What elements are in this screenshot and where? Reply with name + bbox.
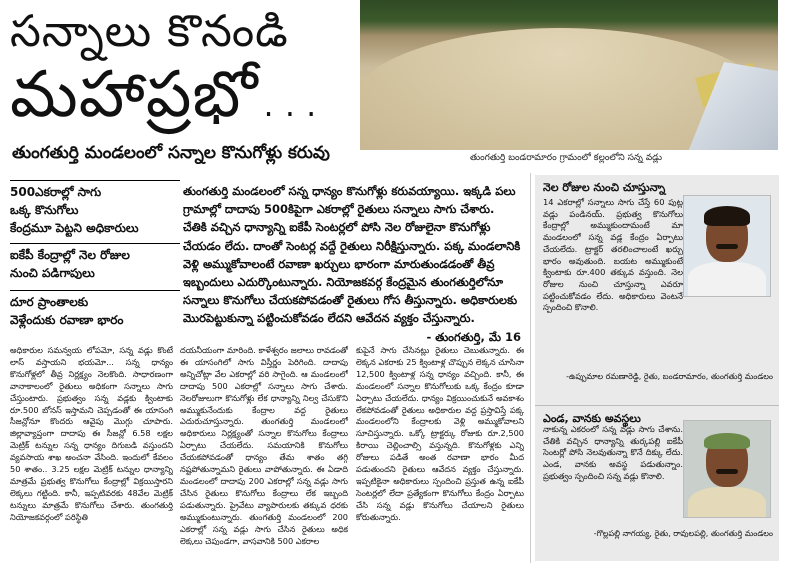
highlight-box-3 — [10, 290, 180, 329]
sidebar-quote-1 — [535, 175, 779, 405]
highlight-box-2 — [10, 243, 180, 282]
body-column-3: కుపైనే సాగు చేసినట్లు రైతులు చెబుతున్నారు. ఈ లెక్కన ఎకరాకు 25 క్వింటాళ్ల చొప్పున లెక్కన చూసినా 12,500 క్వింటాళ్ల సన్న ధాన్యం వచ్చింది. కానీ, ఈ మండలంలో సన్నాల కొనుగోలుకు ఒక్క కేంద్రం కూడా ఏర్పాటు చేయలేదు. ధాన్యం విక్రయించుకునే అవకాశం లేకపోవడంతో రైతులు అధికారుల వద్ద ప్రస్తావిస్తే పక్క మండలంలోని కేంద్రాలకు వెళ్లి అమ్ముకోవాలని సూచిస్తున్నారు. ఒక్కో ట్రాక్టర్కు రోజుకు రూ.2,500 కిరాయి చెల్లించాల్సి వస్తున్నది. కొనుగోళ్లకు ఎన్ని రోజులు పడితే అంత రవాణా భారం మీద పడుతుందని రైతులు ఆవేదన వ్యక్తం చేస్తున్నారు. ఇప్పటికైనా అధికారులు స్పందించి ప్రస్తుత ఉన్న ఐకేపీ సెంటర్లలో లేదా ప్రత్యేకంగా కొనుగోలు కేంద్రం ఏర్పాటు చేసి సన్న వడ్లు కొనుగోలు చేయాలని రైతులు కోరుతున్నారు. — [356, 345, 524, 522]
highlight-line: ఐకేపీ కేంద్రాల్లో నెల రోజుల — [10, 248, 130, 262]
portrait-moustache — [716, 244, 738, 249]
sidebar-quote-2 — [535, 405, 779, 561]
portrait-moustache — [716, 469, 738, 474]
highlight-line: నుంచి పడిగాపులు — [10, 266, 95, 280]
headline — [10, 6, 355, 130]
farmer-portrait-2 — [683, 420, 771, 518]
lead-line: తుంగతుర్తి మండలంలో సన్న ధాన్యం కొనుగోళ్లు కరువయ్యాయి. ఇక్కడి పలు — [183, 184, 516, 198]
sidebar-quote-text: 14 ఎకరాల్లో సన్నాలు సాగు చేస్తే 60 పుట్ల వడ్లు పండినయ్. ప్రభుత్వ కొనుగోలు కేంద్రాల్లో అమ్ముకుందామంటే మా మండలంలో సన్న వడ్ల కేంద్రం ఏర్పాటు చేయలేదు. ట్రాక్టర్ తరలించాలంటే ఖర్చు భారం అవుతుంది. బయట అమ్ముకుంటే క్వింటాకు రూ.400 తక్కువ వస్తుంది. నెల రోజుల నుంచి చూస్తున్నా ఎవరూ పట్టించుకోవడం లేదు. అధికారులు వెంటనే స్పందించి కొనాలి. — [543, 197, 683, 313]
lead-line: వెళ్లి అమ్ముకోవాలంటే రవాణా ఖర్చులు భారంగా మారుతుండడంతో తీవ్ర — [183, 256, 495, 271]
headline-line-2: మహాప్రభో... — [10, 58, 323, 132]
portrait-shirt — [688, 262, 766, 297]
sidebar-quote-signature: -గొల్లపల్లి నాగయ్య, రైతు, రావులపల్లి, తుంగతుర్తి మండలం — [593, 529, 773, 538]
highlight-line: కేంద్రమూ పెట్టని అధికారులు — [10, 221, 139, 235]
lead-line: సన్నాలు కొనుగోలు చేయకపోవడంతో రైతులు గోస తీస్తున్నారు. అధికారులకు — [183, 293, 518, 308]
dateline: - తుంగతుర్తి, మే 16 — [426, 329, 521, 344]
subheadline: తుంగతుర్తి మండలంలో సన్నాల కొనుగోళ్లు కరువు — [12, 143, 330, 163]
headline-line-1: సన్నాలు కొనండి — [10, 6, 289, 57]
highlight-line: దూర ప్రాంతాలకు — [10, 295, 89, 309]
portrait-hair — [704, 206, 750, 226]
lead-line: గ్రామాల్లో దాదాపు 500కిపైగా ఎకరాల్లో రైతులు సన్నాలు సాగు చేశారు. — [183, 202, 495, 217]
portrait-headscarf — [704, 433, 750, 449]
lead-paragraph — [183, 182, 521, 346]
sidebar-quote-title: నెల రోజుల నుంచి చూస్తున్నా — [543, 181, 666, 194]
paddy-heap-photo — [360, 0, 778, 150]
sidebar-quote-text: నాకున్న ఎకరంలో సన్న వడ్లు సాగు చేశాను. చేతికి వచ్చిన ధాన్యాన్ని తుర్కపల్లి ఐకేపీ సెంటర్లో పోసి నెలవుతున్నా కొనే దిక్కు లేదు. ఎండ, వానకు అవస్థ పడుతున్నాం. ప్రభుత్వం స్పందించి సన్న వడ్లు కొనాలి. — [543, 424, 683, 481]
farmer-portrait-1 — [683, 195, 771, 297]
highlight-line: 500ఎకరాల్లో సాగు — [10, 185, 102, 199]
body-column-2: దయనీయంగా మారింది. కాళేశ్వరం జలాలు రావడంతో ఈ యాసంగిలో సాగు విస్తీర్ణం పెరిగింది. దాదాపు అన్నిచోట్లా వేల ఎకరాల్లో వరి సాగైంది. ఆ మండలంలో దాదాపు 500 ఎకరాల్లో సన్నాలు సాగు చేశారు. నెలరోజులుగా కొనుగోళ్లు లేక ధాన్యాన్ని నిల్వ చేసుకొని అమ్ముకునేందుకు కేంద్రాల వద్ద రైతులు ఎదురుచూస్తున్నారు. తుంగతుర్తి మండలంలో అధికారులు నిర్లక్ష్యంతో సన్నాల కొనుగోలు కేంద్రాలు ఏర్పాటు చేయలేదు. సమయానికి కొనుగోలు చేయకపోవడంతో ధాన్యం తేమ శాతం తగ్గి నష్టపోతున్నామని రైతులు వాపోతున్నారు. ఈ ఏడాది మండలంలో దాదాపు 200 ఎకరాల్లో సన్న వడ్లు సాగు చేసిన రైతులు కొనుగోలు కేంద్రాలు లేక ఇబ్బంది పడుతున్నారు. ప్రైవేటు వ్యాపారులకు తక్కువ ధరకు అమ్ముకుంటున్నారు. తుంగతుర్తి మండలంలో 200 ఎకరాల్లో సన్న వడ్లు సాగు చేసిన రైతులు అధిక లెక్కలు చెప్తుండగా, వాస్తవానికి 500 ఎకరాల — [180, 345, 348, 545]
column-divider — [530, 173, 531, 563]
highlight-line: వెళ్లేందుకు రవాణా భారం — [10, 313, 124, 327]
portrait-shirt — [688, 487, 766, 518]
lead-line: చేతికి వచ్చిన ధాన్యాన్ని ఐకేపీ సెంటర్లలో పోసి నెల రోజులైనా కొనుగోళ్లు — [183, 220, 491, 235]
highlight-line: ఒక్క కొనుగోలు — [10, 203, 79, 217]
lead-line: ఇబ్బందులు ఎదుర్కొంటున్నారు. నియోజకవర్గ కేంద్రమైన తుంగతుర్తిలోనూ — [183, 275, 504, 290]
photo-caption: తుంగతుర్తి బండరామారం గ్రామంలో కల్లంలోని సన్న వడ్లు — [470, 153, 662, 163]
sidebar-quote-title: ఎండ, వానకు అవస్థలు — [543, 412, 641, 425]
body-column-1: అధికారుల సమన్వయ లోపమో, సన్న వడ్లు కొంటే లాస్ వస్తాయని భయమో... సన్న ధాన్యం కొనుగోళ్లలో తీవ్ర నిర్లక్ష్యం నెలకొంది. సాధారణంగా వానాకాలంలో రైతులు అధికంగా సన్నాలు సాగు చేస్తుంటారు. ప్రభుత్వం సన్న వడ్లకు క్వింటాకు రూ.500 బోనస్ ఇస్తామని చెప్పడంతో ఈ యాసంగి సీజన్లోనూ కొందరు ఆవైపు మొగ్గు చూపారు. జిల్లావ్యాప్తంగా దాదాపు ఈ సీజన్లో 6.58 లక్షల మెట్రిక్ టన్నుల సన్న ధాన్యం దిగుబడి వస్తుందని వ్యవసాయ శాఖ అంచనా వేసింది. ఇందులో కేవలం 50 శాతం.. 3.25 లక్షల మెట్రిక్ టన్నుల ధాన్యాన్ని మాత్రమే ప్రభుత్వ కొనుగోలు కేంద్రాల్లో విక్రయిస్తారని లెక్కలు గట్టింది. కానీ, ఇప్పటివరకు 48వేల మెట్రిక్ టన్నులు మాత్రమే కొనుగోలు చేశారు. తుంగతుర్తి నియోజకవర్గంలో పరిస్థితి — [10, 345, 173, 522]
lead-line: మొరపెట్టుకున్నా పట్టించుకోవడం లేదని ఆవేదన వ్యక్తం చేస్తున్నారు. — [183, 311, 475, 326]
highlight-box-1 — [10, 180, 180, 237]
lead-line: చేయడం లేదు. దాంతో సెంటర్ల వద్దే రైతులు నిరీక్షిస్తున్నారు. పక్క మండలానికి — [183, 238, 521, 253]
sidebar-quote-signature: -ఉప్పుమాల రమణారెడ్డి, రైతు, బండరామారం, తుంగతుర్తి మండలం — [566, 372, 773, 381]
